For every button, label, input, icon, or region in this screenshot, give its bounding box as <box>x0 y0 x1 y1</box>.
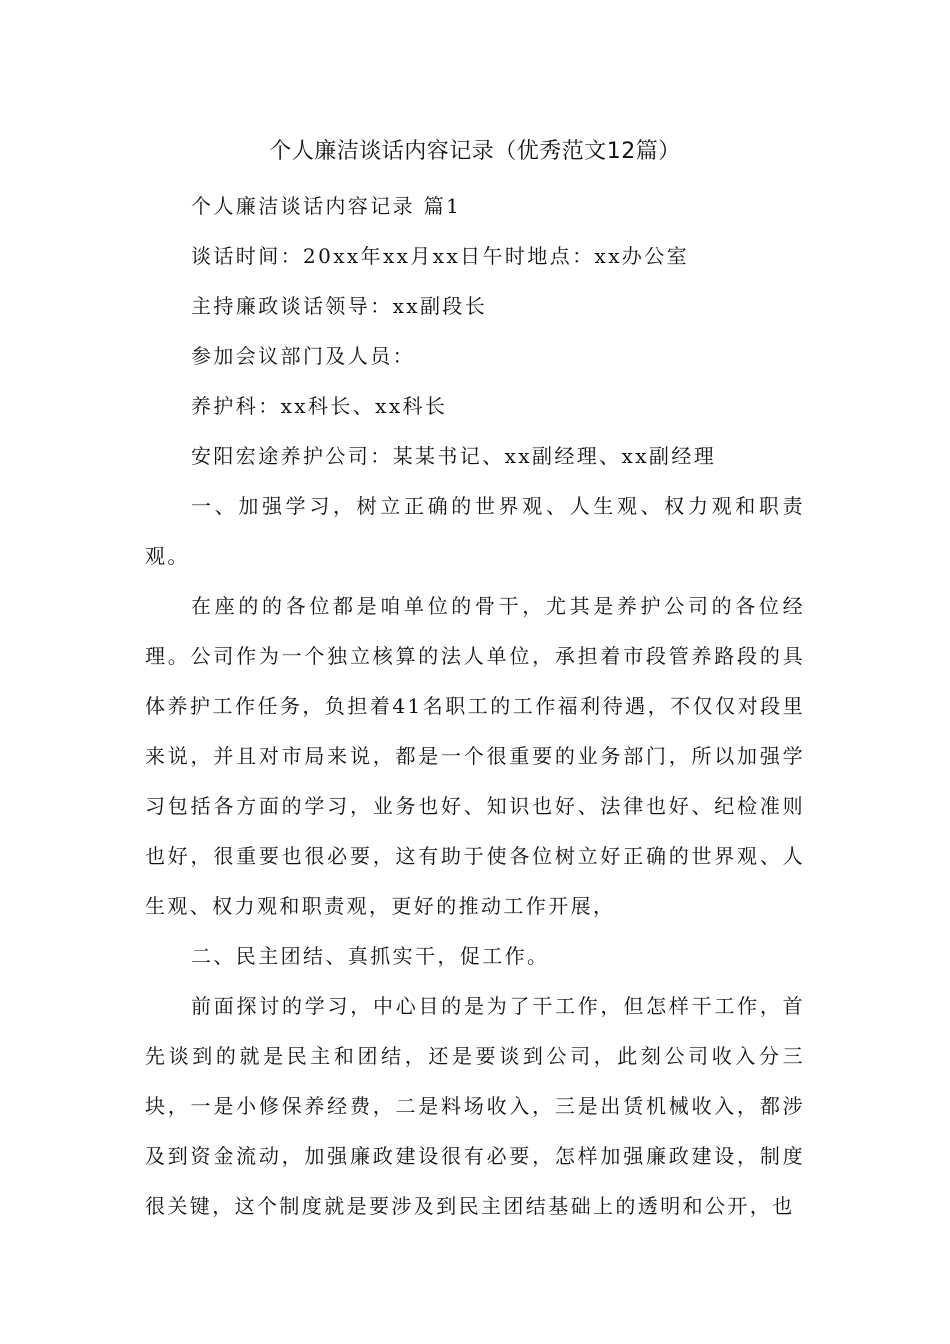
point-one-heading: 一、加强学习，树立正确的世界观、人生观、权力观和职责观。 <box>145 494 805 568</box>
attendees-company: 安阳宏途养护公司：某某书记、xx副经理、xx副经理 <box>191 444 717 468</box>
point-one-paragraph: 在座的的各位都是咱单位的骨干，尤其是养护公司的各位经理。公司作为一个独立核算的法人单位，承担着市段管养路段的具体养护工作任务，负担着41名职工的工作福利待遇，不仅仅对段里来说，并且对市局来说，都是一个很重要的业务部门，所以加强学习包括各方面的学习，业务也好、知识也好、法律也好、纪检准则也好，很重要也很必要，这有助于使各位树立好正确的世界观、人生观、权力观和职责观，更好的推动工作开展， <box>145 594 805 918</box>
attendees-maintenance-section: 养护科：xx科长、xx科长 <box>191 394 448 418</box>
document-body <box>145 181 805 1231</box>
meeting-time-location: 谈话时间：20xx年xx月xx日午时地点：xx办公室 <box>191 244 690 268</box>
meeting-host: 主持廉政谈话领导：xx副段长 <box>191 294 488 318</box>
point-two-paragraph: 前面探讨的学习，中心目的是为了干工作，但怎样干工作，首先谈到的就是民主和团结，还是要谈到公司，此刻公司收入分三块，一是小修保养经费，二是料场收入，三是出赁机械收入，都涉及到资金流动，加强廉政建设很有必要，怎样加强廉政建设，制度很关键，这个制度就是要涉及到民主团结基础上的透明和公开，也 <box>145 994 805 1218</box>
document-title: 个人廉洁谈话内容记录（优秀范文12篇） <box>269 139 681 164</box>
point-two-heading: 二、民主团结、真抓实干，促工作。 <box>191 944 550 968</box>
section-heading: 个人廉洁谈话内容记录 篇1 <box>191 194 462 218</box>
attendees-label: 参加会议部门及人员： <box>191 344 415 368</box>
